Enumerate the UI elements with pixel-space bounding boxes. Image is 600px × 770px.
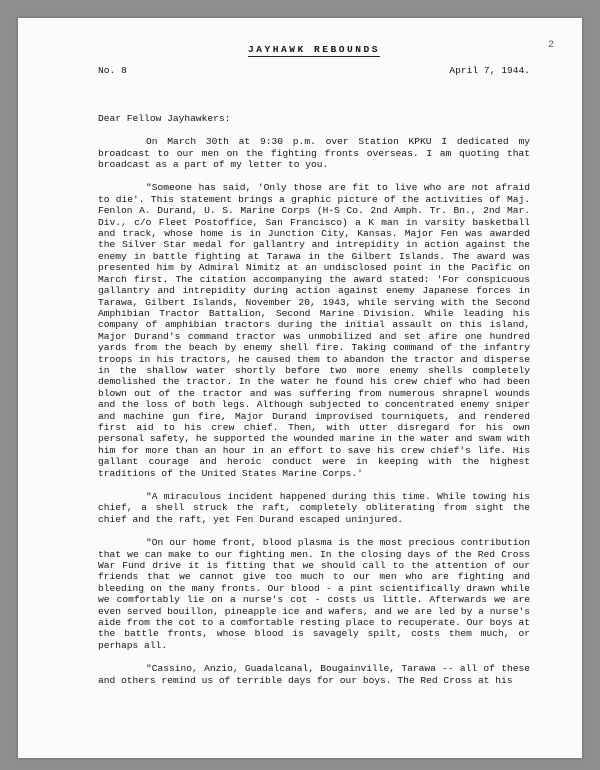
letter-body (98, 44, 530, 698)
issue-meta (98, 65, 530, 76)
paragraph-miraculous-incident: "A miraculous incident happened during this time. While towing his chief, a shell struck the raft, completely obliterating from sight the chief and the raft, yet Fen Durand escaped uninjured. (98, 491, 530, 525)
paragraph-broadcast-intro: On March 30th at 9:30 p.m. over Station KPKU I dedicated my broadcast to our men on the fighting fronts overseas. I am quoting that broadcast as a part of my letter to you. (98, 136, 530, 171)
letter-date: April 7, 1944. (449, 65, 530, 77)
letter-page (18, 18, 582, 758)
paragraph-battles: "Cassino, Anzio, Guadalcanal, Bougainville, Tarawa -- all of these and others remind us of terrible days for our boys. The Red Cross at his (98, 663, 530, 686)
paragraph-durand-citation: "Someone has said, 'Only those are fit to live who are not afraid to die'. This statement brings a graphic picture of the activities of Maj. Fenlon A. Durand, U. S. Marine Corps (H-S Co. 2nd Amph. Tr. Bn., 2nd Mar. Div., c/o Fleet Postoffice, San Francisco) a K man in varsity basketball and track, whose home is in Junction City, Kansas. Major Fen was awarded the Silver Star medal for gallantry and intrepidity in action against the enemy in battle fighting at Tarawa in the Gilbert Islands. The award was presented him by Admiral Nimitz at an undisclosed point in the Pacific on March first. The citation accompanying the award stated: 'For conspicuous gallantry and intrepidity during action against enemy Japanese forces in Tarawa, Gilbert Islands, November 20, 1943, while serving with the Second Amphibian Tractor Battalion, Second Marine Division. While leading his company of amphibian tractors during the initial assault on this island, Major Durand's command tractor was unmobilized and set afire one hundred yards from the beach by enemy shell fire. Taking command of the infantry troops in his tractors, he caused them to abandon the tractor and disperse in the shallow water shortly before two more enemy shells completely demolished the tractor. In the water he found his crew chief who had been blown out of the tractor and was suffering from numerous shrapnel wounds and the loss of both legs. Although subjected to concentrated enemy sniper and machine gun fire, Major Durand improvised tourniquets, and rendered first aid to his crew chief. Then, with utter disregard for his own personal safety, he supported the wounded marine in the water and swam with him for more than an hour in an effort to save his crew chief's life. His gallant courage and heroic conduct were in keeping with the highest traditions of the United States Marine Corps.' (98, 182, 530, 479)
newsletter-title-text: JAYHAWK REBOUNDS (247, 44, 381, 55)
salutation: Dear Fellow Jayhawkers: (98, 112, 231, 124)
paragraph-blood-plasma: "On our home front, blood plasma is the most precious contribution that we can make to our fighting men. In the closing days of the Red Cross War Fund drive it is fitting that we should call to the attention of our friends that we cannot give too much to our men who are fighting and bleeding on the many fronts. Our blood - a pint scientifically drawn while we comfortably lie on a nurse's cot - costs us little. Afterwards we are even served bouillon, pineapple ice and wafers, and we are led by a nurse's aide from the cot to a comfortable resting place to recuperate. Our boys at the battle fronts, whose blood is savagely spilt, costs them much, or perhaps all. (98, 537, 530, 651)
newsletter-title (98, 44, 530, 55)
page-number: 2 (547, 40, 554, 51)
issue-number: No. 8 (98, 65, 127, 77)
